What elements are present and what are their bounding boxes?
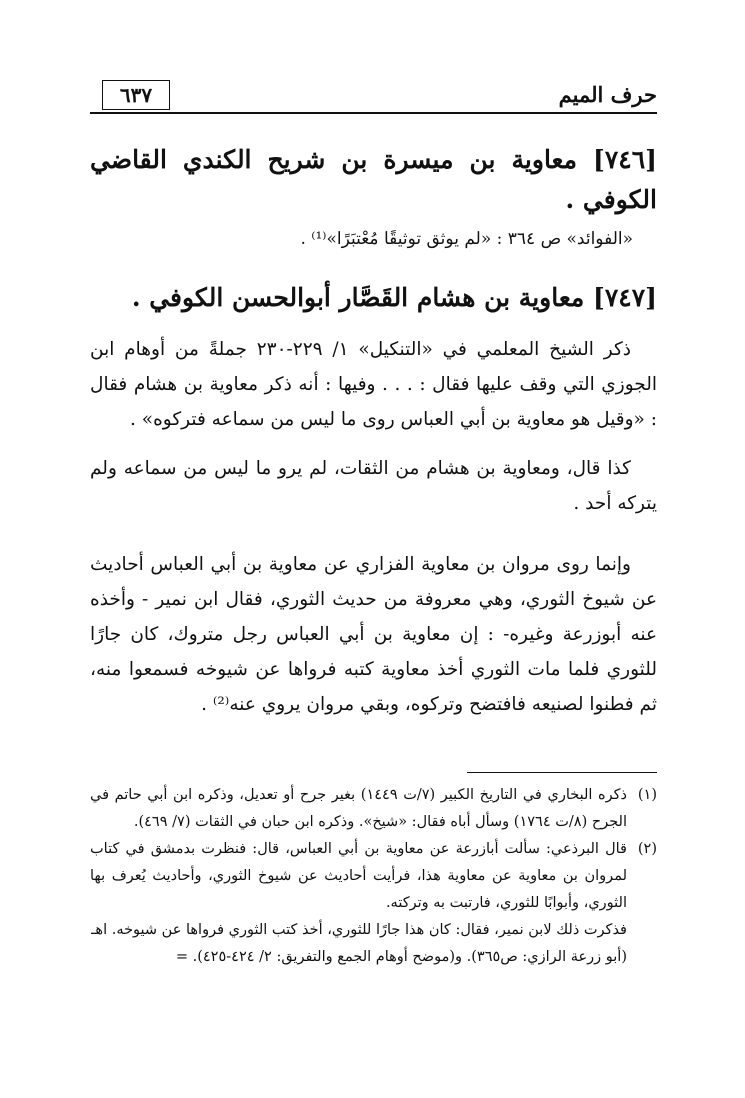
footnotes <box>90 782 657 971</box>
footnote-line: (أبو زرعة الرازي: ص٣٦٥). و(موضح أوهام الجمع والتفريق: ٢/ ٤٢٤-٤٢٥). = <box>175 949 627 965</box>
running-title: حرف الميم <box>558 82 657 107</box>
entry-heading-746: [٧٤٦] معاوية بن ميسرة بن شريح الكندي القاضي الكوفي . <box>90 145 657 214</box>
footnote-line: فذكرت ذلك لابن نمير، فقال: كان هذا جارًا للثوري، أخذ كتب الثوري فرواها عن شيوخه. اهـ <box>91 922 627 938</box>
header-rule <box>90 112 657 114</box>
footnote-rule <box>467 772 657 773</box>
paragraph-3: وإنما روى مروان بن معاوية الفزاري عن معاوية بن أبي العباس أحاديث عن شيوخ الثوري، وهي معروفة من حديث الثوري، فقال ابن نمير - وأخذه عنه أبوزرعة وغيره- : إن معاوية بن أبي العباس رجل متروك، كان جارًا للثوري فلما مات الثوري أخذ معاوية كتبه فرواها عن شيوخه فسمعوا منه، ثم فطنوا لصنيعه فافتضح وتركوه، وبقي مروان يروي عنه⁽²⁾ . <box>90 554 657 715</box>
footnote-2 <box>90 836 657 971</box>
footnote-line: ذكره البخاري في التاريخ الكبير (٧/ت ١٤٤٩) بغير جرح أو تعديل، وذكره ابن أبي حاتم في الجرح (٨/ت ١٧٦٤) وسأل أباه فقال: «شيخ». وذكره ابن حبان في الثقات (٧/ ٤٦٩). <box>90 787 627 830</box>
footnote-marker: (١) <box>637 787 657 803</box>
entry-heading-747: [٧٤٧] معاوية بن هشام القَصَّار أبوالحسن الكوفي . <box>131 283 657 312</box>
footnote-line: قال البرذعي: سألت أبازرعة عن معاوية بن أبي العباس، قال: فنظرت بدمشق في كتاب لمروان بن معاوية عن معاوية هذا، فرأيت أحاديث عن شيوخ الثوري، وأحاديث يُعرف بها الثوري، وأبوابًا للثوري، فارتبت به وتركته. <box>90 841 627 911</box>
footnote-1 <box>90 782 657 836</box>
footnote-marker: (٢) <box>637 841 657 857</box>
entry-reference-746: «الفوائد» ص ٣٦٤ : «لم يوثق توثيقًا مُعْتبَرًا»⁽¹⁾ . <box>300 229 633 249</box>
paragraph-1: ذكر الشيخ المعلمي في «التنكيل» ١/ ٢٢٩-٢٣٠ جملةً من أوهام ابن الجوزي التي وقف عليها فقال : . . . وفيها : أنه ذكر معاوية بن هشام فقال : «وقيل هو معاوية بن أبي العباس روى ما ليس من سماعه فتركوه» . <box>90 339 657 430</box>
main-text <box>90 140 657 722</box>
paragraph-2: كذا قال، ومعاوية بن هشام من الثقات، لم يرو ما ليس من سماعه ولم يتركه أحد . <box>90 458 657 514</box>
page-number: ٦٣٧ <box>102 80 170 110</box>
